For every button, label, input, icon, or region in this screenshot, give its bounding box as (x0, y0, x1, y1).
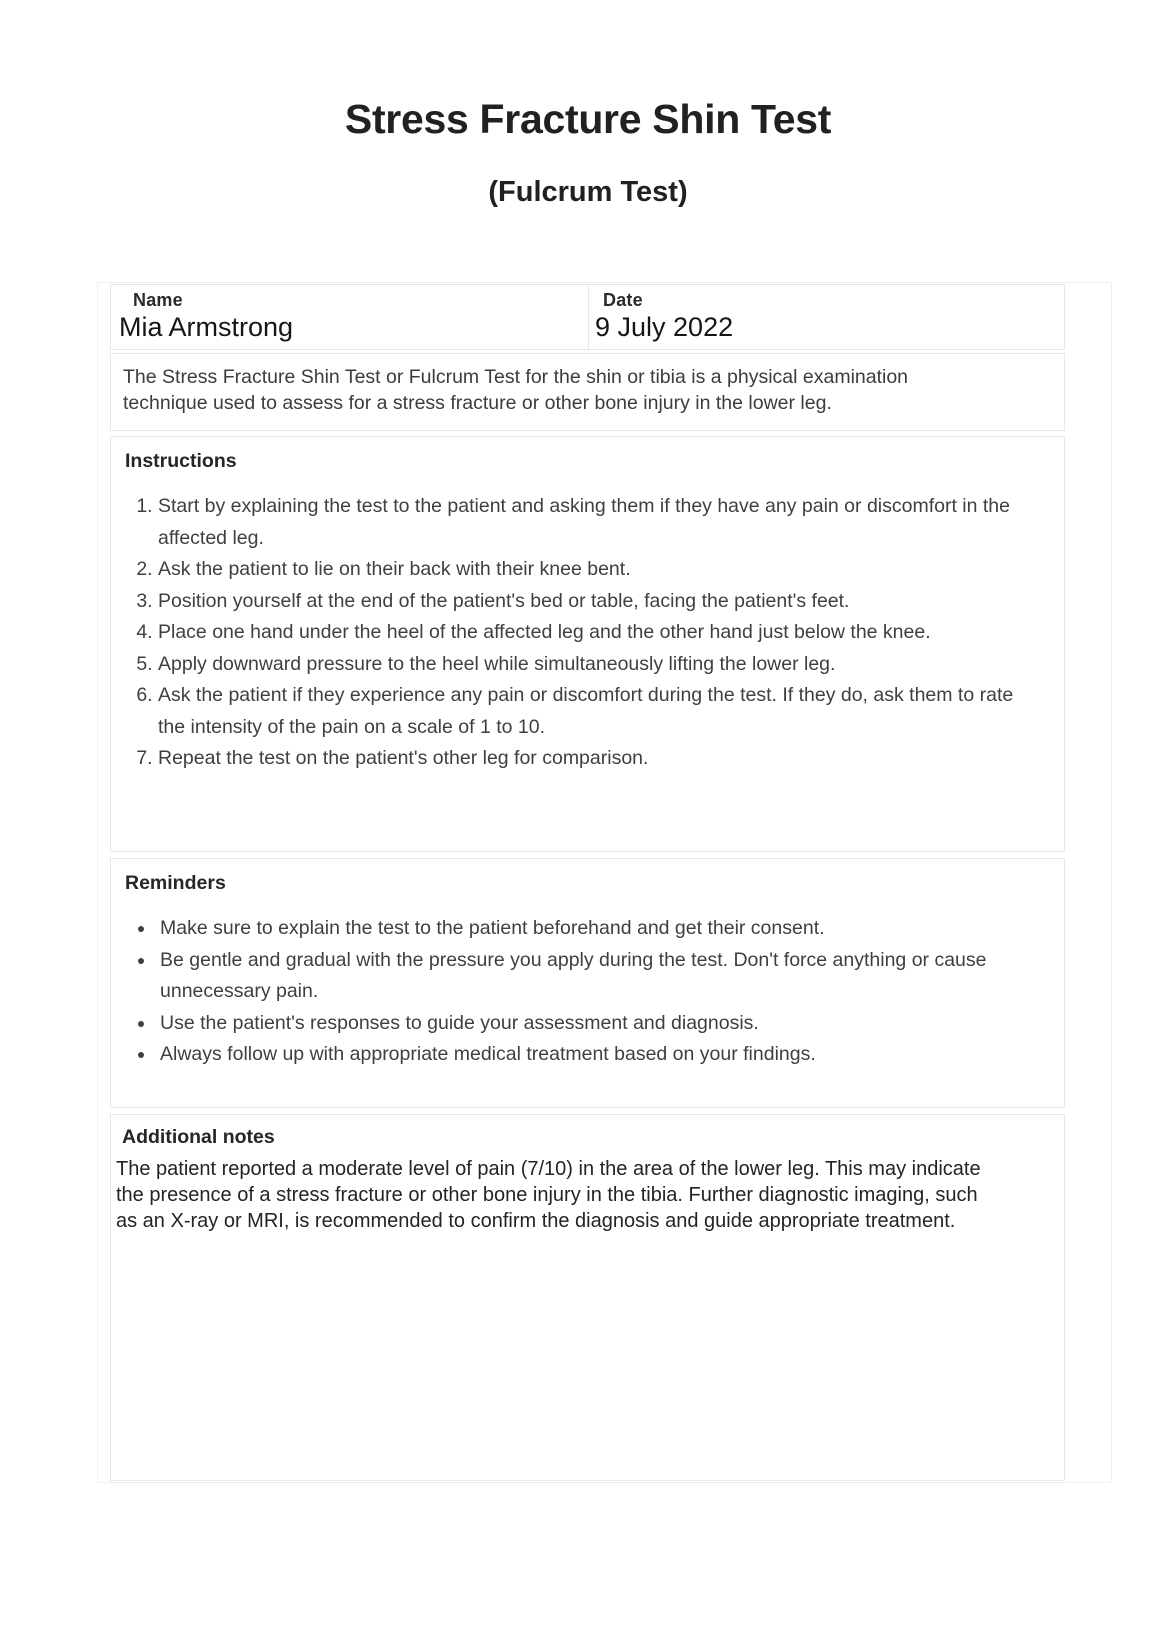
additional-notes-text: The patient reported a moderate level of pain (7/10) in the area of the lower leg. This may indicate the presence of a stress fracture or other bone injury in the tibia. Further diagnostic imaging, such as an X-ray or MRI, is recommended to confirm the diagnosis and guide appropriate treatment. (116, 1158, 981, 1232)
instruction-item: 1. Start by explaining the test to the patient and asking them if they have any pain or discomfort in the affected leg. (158, 491, 1026, 554)
date-label: Date (603, 290, 643, 310)
date-value: 9 July 2022 (595, 312, 734, 342)
name-label: Name (133, 290, 183, 310)
reminders-heading: Reminders (125, 872, 226, 894)
reminder-item: • Always follow up with appropriate medical treatment based on your findings. (156, 1039, 1026, 1071)
reminder-item: • Use the patient's responses to guide your assessment and diagnosis. (156, 1008, 1026, 1040)
additional-notes-heading: Additional notes (122, 1126, 275, 1148)
page-subtitle: (Fulcrum Test) (488, 176, 688, 208)
reminders-section (110, 858, 1065, 1108)
instruction-item: 5. Apply downward pressure to the heel while simultaneously lifting the lower leg. (158, 649, 1026, 681)
reminders-list (125, 913, 1026, 1071)
name-value: Mia Armstrong (119, 312, 294, 342)
instruction-item: 3. Position yourself at the end of the patient's bed or table, facing the patient's feet. (158, 586, 1026, 618)
reminder-item: • Be gentle and gradual with the pressure you apply during the test. Don't force anything or cause unnecessary pain. (156, 945, 1026, 1008)
additional-notes-section (110, 1114, 1065, 1481)
instructions-heading: Instructions (125, 450, 237, 472)
instruction-item: 4. Place one hand under the heel of the affected leg and the other hand just below the knee. (158, 617, 1026, 649)
patient-info-row (110, 284, 1065, 350)
test-description: The Stress Fracture Shin Test or Fulcrum Test for the shin or tibia is a physical examination technique used to assess for a stress fracture or other bone injury in the lower leg. (110, 353, 1065, 431)
reminder-item: • Make sure to explain the test to the patient beforehand and get their consent. (156, 913, 1026, 945)
instruction-item: 6. Ask the patient if they experience any pain or discomfort during the test. If they do, ask them to rate the intensity of the pain on a scale of 1 to 10. (158, 680, 1026, 743)
page-title: Stress Fracture Shin Test (344, 96, 832, 142)
form-content (110, 284, 1065, 1481)
name-field (111, 285, 589, 349)
date-field (589, 285, 1064, 349)
instructions-list (125, 491, 1026, 775)
instruction-item: 2. Ask the patient to lie on their back with their knee bent. (158, 554, 1026, 586)
instructions-section (110, 436, 1065, 852)
instruction-item: 7. Repeat the test on the patient's other leg for comparison. (158, 743, 1026, 775)
